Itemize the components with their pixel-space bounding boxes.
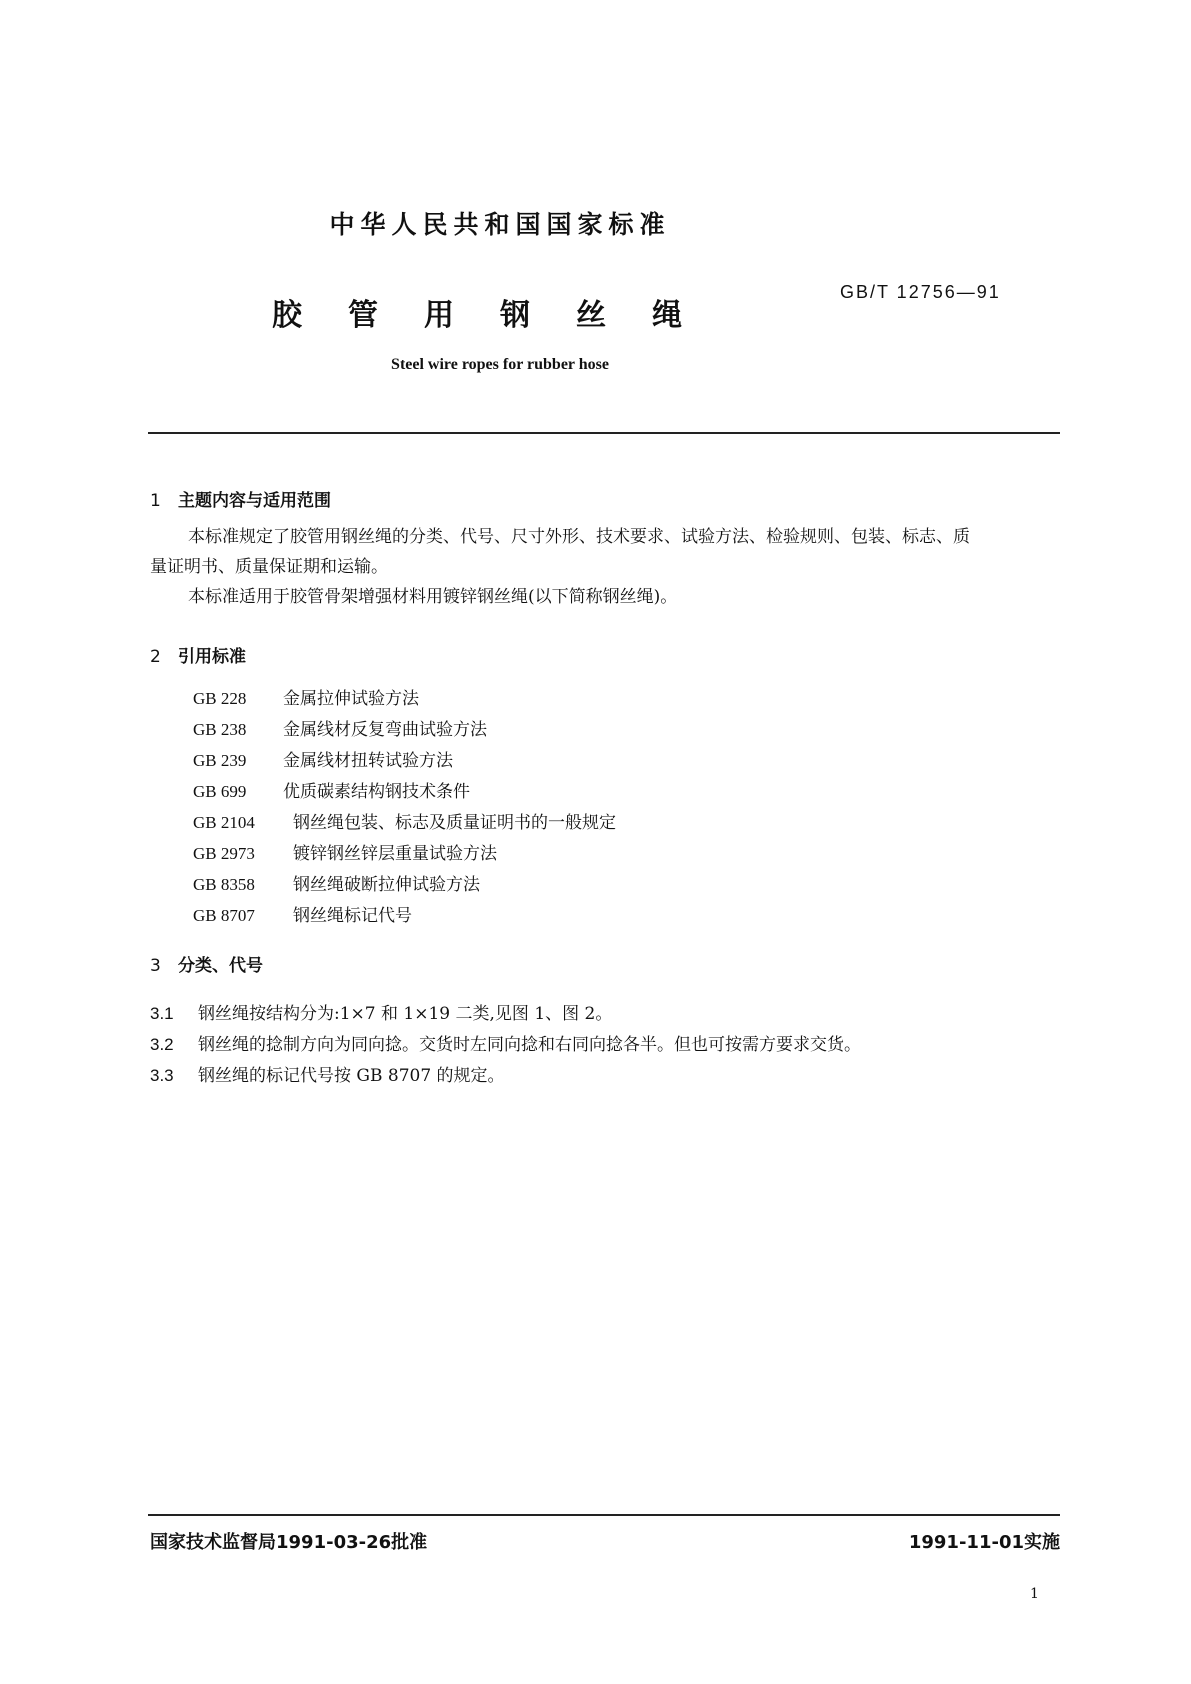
reference-item — [193, 900, 616, 931]
section-1-title: 主题内容与适用范围 — [178, 491, 331, 511]
section-3-heading — [150, 951, 263, 976]
reference-name: 钢丝绳破断拉伸试验方法 — [293, 875, 480, 895]
document-title: 胶管用钢丝绳 — [272, 298, 728, 333]
section-3-number: 3 — [150, 956, 161, 976]
reference-code: GB 228 — [193, 689, 247, 708]
reference-name: 优质碳素结构钢技术条件 — [283, 782, 470, 802]
section-1-heading — [150, 486, 331, 511]
reference-name: 钢丝绳标记代号 — [293, 906, 412, 926]
clause-text: 钢丝绳的捻制方向为同向捻。交货时左同向捻和右同向捻各半。但也可按需方要求交货。 — [198, 1035, 861, 1055]
reference-item — [193, 683, 616, 714]
section-2-title: 引用标准 — [178, 647, 246, 667]
section-1-paragraph-2: 本标准适用于胶管骨架增强材料用镀锌钢丝绳(以下简称钢丝绳)。 — [188, 587, 678, 607]
section-1-number: 1 — [150, 491, 161, 511]
reference-code: GB 239 — [193, 751, 247, 770]
reference-list — [193, 683, 616, 931]
reference-name: 金属拉伸试验方法 — [283, 689, 419, 709]
reference-item — [193, 714, 616, 745]
top-divider — [148, 432, 1060, 434]
reference-code: GB 8707 — [193, 906, 255, 925]
reference-item — [193, 807, 616, 838]
bottom-divider — [148, 1514, 1060, 1516]
standard-code: GB/T 12756—91 — [840, 282, 1001, 302]
approval-statement: 国家技术监督局1991-03-26批准 — [150, 1532, 428, 1553]
clause-number: 3.3 — [150, 1066, 174, 1085]
reference-item — [193, 745, 616, 776]
clause-3-1 — [150, 999, 612, 1024]
reference-item — [193, 869, 616, 900]
reference-item — [193, 838, 616, 869]
section-1-paragraph-1-line-2: 量证明书、质量保证期和运输。 — [150, 557, 388, 577]
clause-3-2 — [150, 1030, 861, 1055]
reference-code: GB 2973 — [193, 844, 255, 863]
reference-name: 金属线材扭转试验方法 — [283, 751, 453, 771]
section-2-number: 2 — [150, 647, 161, 667]
clause-text: 钢丝绳按结构分为:1×7 和 1×19 二类,见图 1、图 2。 — [198, 1004, 613, 1024]
reference-item — [193, 776, 616, 807]
page-number: 1 — [1030, 1586, 1039, 1602]
section-2-heading — [150, 642, 246, 667]
reference-code: GB 2104 — [193, 813, 255, 832]
clause-number: 3.1 — [150, 1004, 174, 1023]
reference-code: GB 8358 — [193, 875, 255, 894]
clause-text: 钢丝绳的标记代号按 GB 8707 的规定。 — [198, 1066, 505, 1086]
section-1-paragraph-1 — [150, 522, 1060, 582]
reference-code: GB 238 — [193, 720, 247, 739]
section-1-paragraph-1-line-1: 本标准规定了胶管用钢丝绳的分类、代号、尺寸外形、技术要求、试验方法、检验规则、包装、标志、质 — [188, 527, 970, 547]
reference-code: GB 699 — [193, 782, 247, 801]
national-standard-heading: 中华人民共和国国家标准 — [329, 210, 671, 239]
english-title: Steel wire ropes for rubber hose — [391, 356, 609, 373]
reference-name: 镀锌钢丝锌层重量试验方法 — [293, 844, 497, 864]
reference-name: 金属线材反复弯曲试验方法 — [283, 720, 487, 740]
clause-3-3 — [150, 1061, 505, 1086]
effective-date: 1991-11-01实施 — [908, 1532, 1060, 1553]
clause-number: 3.2 — [150, 1035, 174, 1054]
reference-name: 钢丝绳包装、标志及质量证明书的一般规定 — [293, 813, 616, 833]
section-3-title: 分类、代号 — [178, 956, 263, 976]
